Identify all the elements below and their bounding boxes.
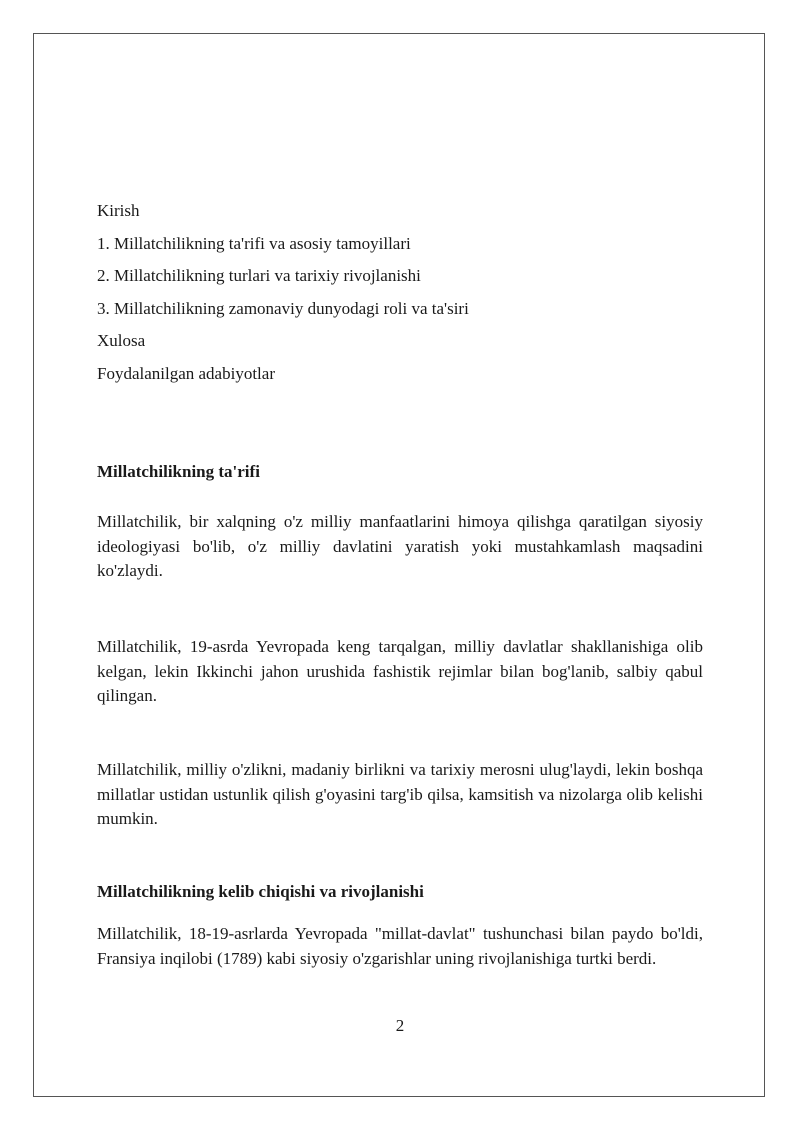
definition-paragraph-1: Millatchilik, bir xalqning o'z milliy manfaatlarini himoya qilishga qaratilgan siyosiy ideologiyasi bo'lib, o'z milliy davlatini yaratish yoki mustahkamlash maqsadini ko'zlaydi.	[97, 512, 703, 580]
toc-item-conclusion: Xulosa	[97, 331, 146, 351]
toc-item-2: 2. Millatchilikning turlari va tarixiy rivojlanishi	[97, 266, 421, 286]
definition-paragraph-2: Millatchilik, 19-asrda Yevropada keng tarqalgan, milliy davlatlar shakllanishiga olib kelgan, lekin Ikkinchi jahon urushida fashistik rejimlar bilan bog'lanib, salbiy qabul qilingan.	[97, 637, 703, 705]
definition-paragraph-3: Millatchilik, milliy o'zlikni, madaniy birlikni va tarixiy merosni ulug'laydi, lekin boshqa millatlar ustidan ustunlik qilish g'oyasini targ'ib qilsa, kamsitish va nizolarga olib kelishi mumkin.	[97, 760, 703, 828]
page-number: 2	[395, 1016, 405, 1035]
table-of-contents	[97, 200, 717, 396]
toc-item-3: 3. Millatchilikning zamonaviy dunyodagi roli va ta'siri	[97, 298, 469, 318]
origin-paragraph-1: Millatchilik, 18-19-asrlarda Yevropada "millat-davlat" tushunchasi bilan paydo bo'ldi, Fransiya inqilobi (1789) kabi siyosiy o'zgarishlar uning rivojlanishiga turtki berdi.	[97, 924, 703, 968]
definition-heading: Millatchilikning ta'rifi	[97, 462, 260, 481]
toc-item-references: Foydalanilgan adabiyotlar	[97, 363, 275, 383]
origin-heading: Millatchilikning kelib chiqishi va rivojlanishi	[97, 882, 424, 901]
toc-item-intro: Kirish	[97, 201, 140, 220]
toc-item-1: 1. Millatchilikning ta'rifi va asosiy tamoyillari	[97, 233, 411, 253]
